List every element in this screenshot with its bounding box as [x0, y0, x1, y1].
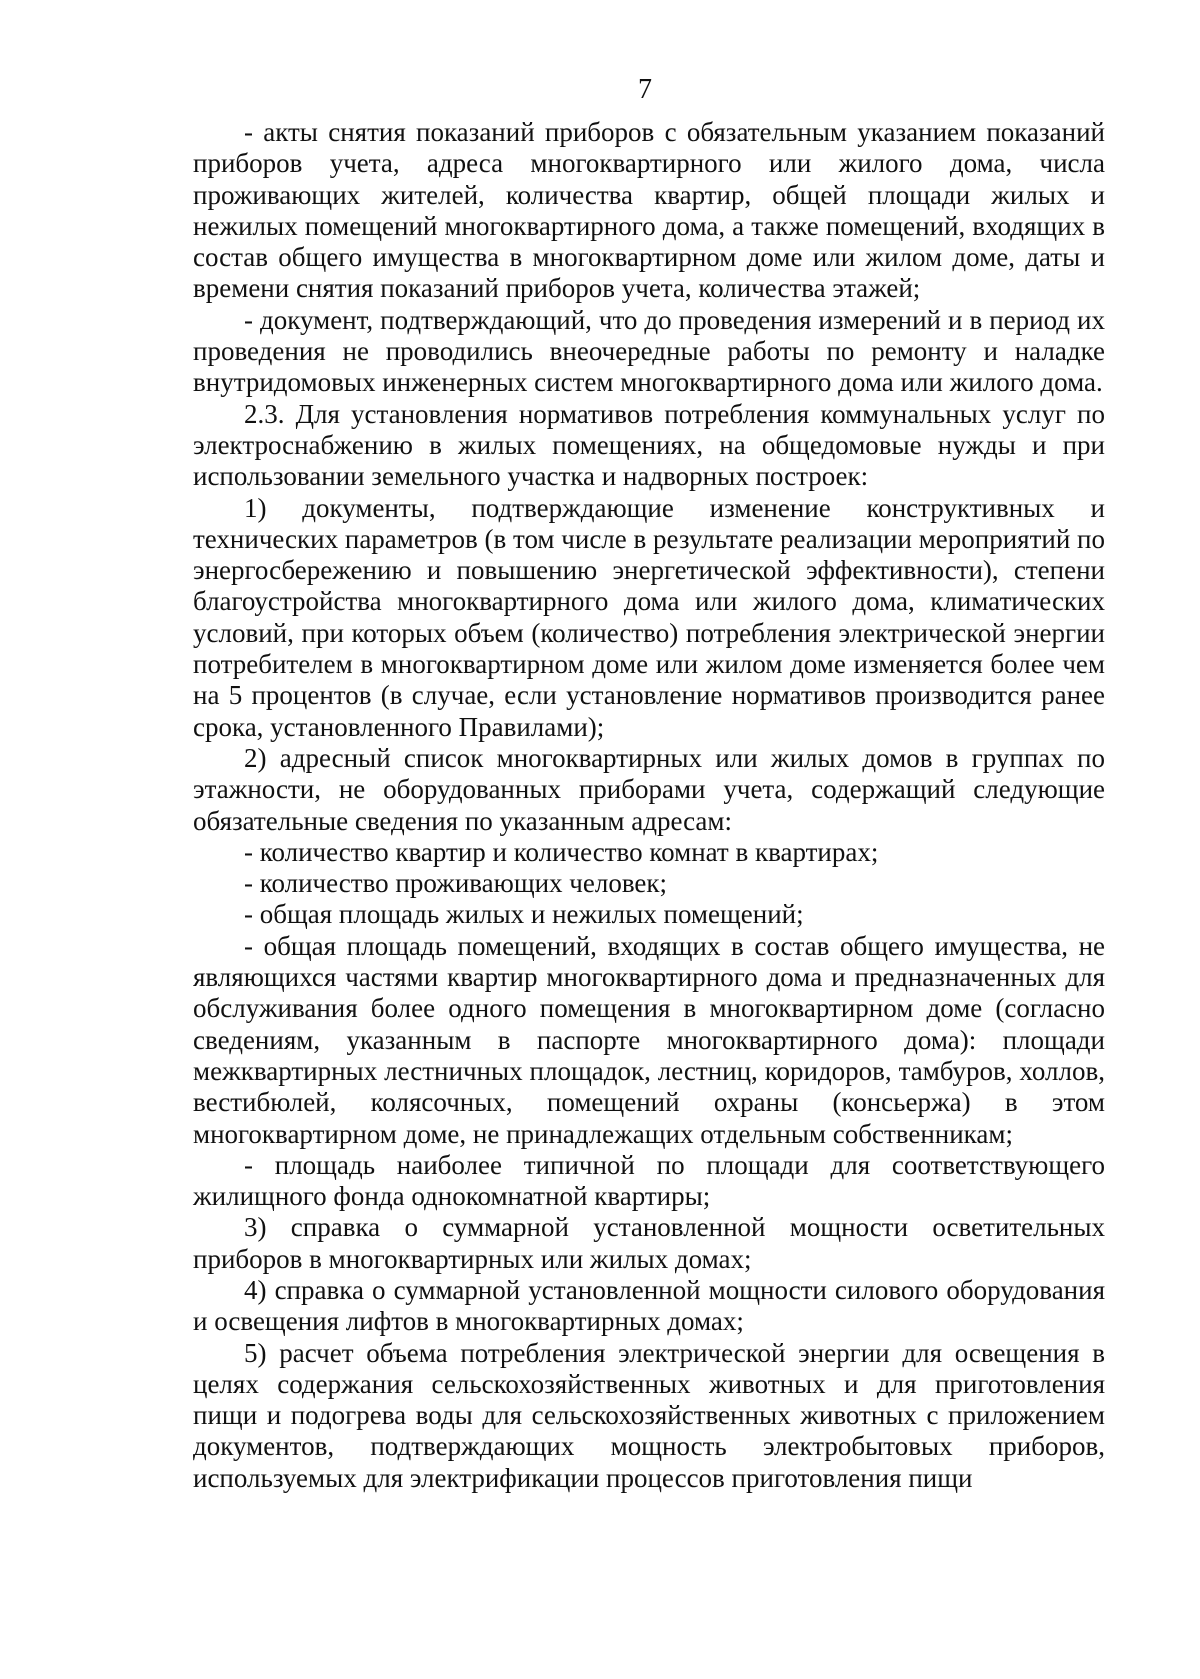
paragraph-section-2-3: 2.3. Для установления нормативов потребления коммунальных услуг по электроснабжению в жилых помещениях, на общедомовые нужды и при использовании земельного участка и надворных построек: — [193, 398, 1105, 492]
paragraph-item-1: 1) документы, подтверждающие изменение конструктивных и технических параметров (в том числе в результате реализации мероприятий по энергосбережению и повышению энергетической эффективности), степени благоустройства многоквартирного дома или жилого дома, климатических условий, при которых объем (количество) потребления электрической энергии потребителем в многоквартирном доме или жилом доме изменяется более чем на 5 процентов (в случае, если установление нормативов производится ранее срока, установленного Правилами); — [193, 492, 1105, 742]
paragraph-apartments-rooms: - количество квартир и количество комнат в квартирах; — [244, 836, 879, 867]
paragraph-meter-reading-acts: - акты снятия показаний приборов с обязательным указанием показаний приборов учета, адреса многоквартирного или жилого дома, числа проживающих жителей, количества квартир, общей площади жилых и нежилых помещений многоквартирного дома, а также помещений, входящих в состав общего имущества в многоквартирном доме или жилом доме, даты и времени снятия показаний приборов учета, количества этажей; — [193, 117, 1105, 304]
paragraph-item-2: 2) адресный список многоквартирных или жилых домов в группах по этажности, не оборудованных приборами учета, содержащий следующие обязательные сведения по указанным адресам: — [193, 742, 1105, 836]
document-body — [193, 117, 1105, 1494]
paragraph-typical-apartment: - площадь наиболее типичной по площади для соответствующего жилищного фонда однокомнатной квартиры; — [193, 1149, 1105, 1212]
paragraph-item-4: 4) справка о суммарной установленной мощности силового оборудования и освещения лифтов в многоквартирных домах; — [193, 1274, 1105, 1337]
paragraph-item-5: 5) расчет объема потребления электрической энергии для освещения в целях содержания сельскохозяйственных животных и для приготовления пищи и подогрева воды для сельскохозяйственных животных с приложением документов, подтверждающих мощность электробытовых приборов, используемых для электрификации процессов приготовления пищи — [193, 1337, 1105, 1493]
page-number: 7 — [638, 74, 652, 105]
paragraph-residents: - количество проживающих человек; — [244, 868, 668, 899]
paragraph-item-3: 3) справка о суммарной установленной мощности осветительных приборов в многоквартирных или жилых домах; — [193, 1212, 1105, 1274]
paragraph-living-area: - общая площадь жилых и нежилых помещений; — [244, 899, 804, 930]
paragraph-no-extra-works-document: - документ, подтверждающий, что до проведения измерений и в период их проведения не проводились внеочередные работы по ремонту и наладке внутридомовых инженерных систем многоквартирного дома или жилого дома. — [193, 304, 1105, 398]
paragraph-common-property-area: - общая площадь помещений, входящих в состав общего имущества, не являющихся частями квартир многоквартирного дома и предназначенных для обслуживания более одного помещения в многоквартирном доме (согласно сведениям, указанным в паспорте многоквартирного дома): площади межквартирных лестничных площадок, лестниц, коридоров, тамбуров, холлов, вестибюлей, колясочных, помещений охраны (консьержа) в этом многоквартирном доме, не принадлежащих отдельным собственникам; — [193, 930, 1105, 1149]
